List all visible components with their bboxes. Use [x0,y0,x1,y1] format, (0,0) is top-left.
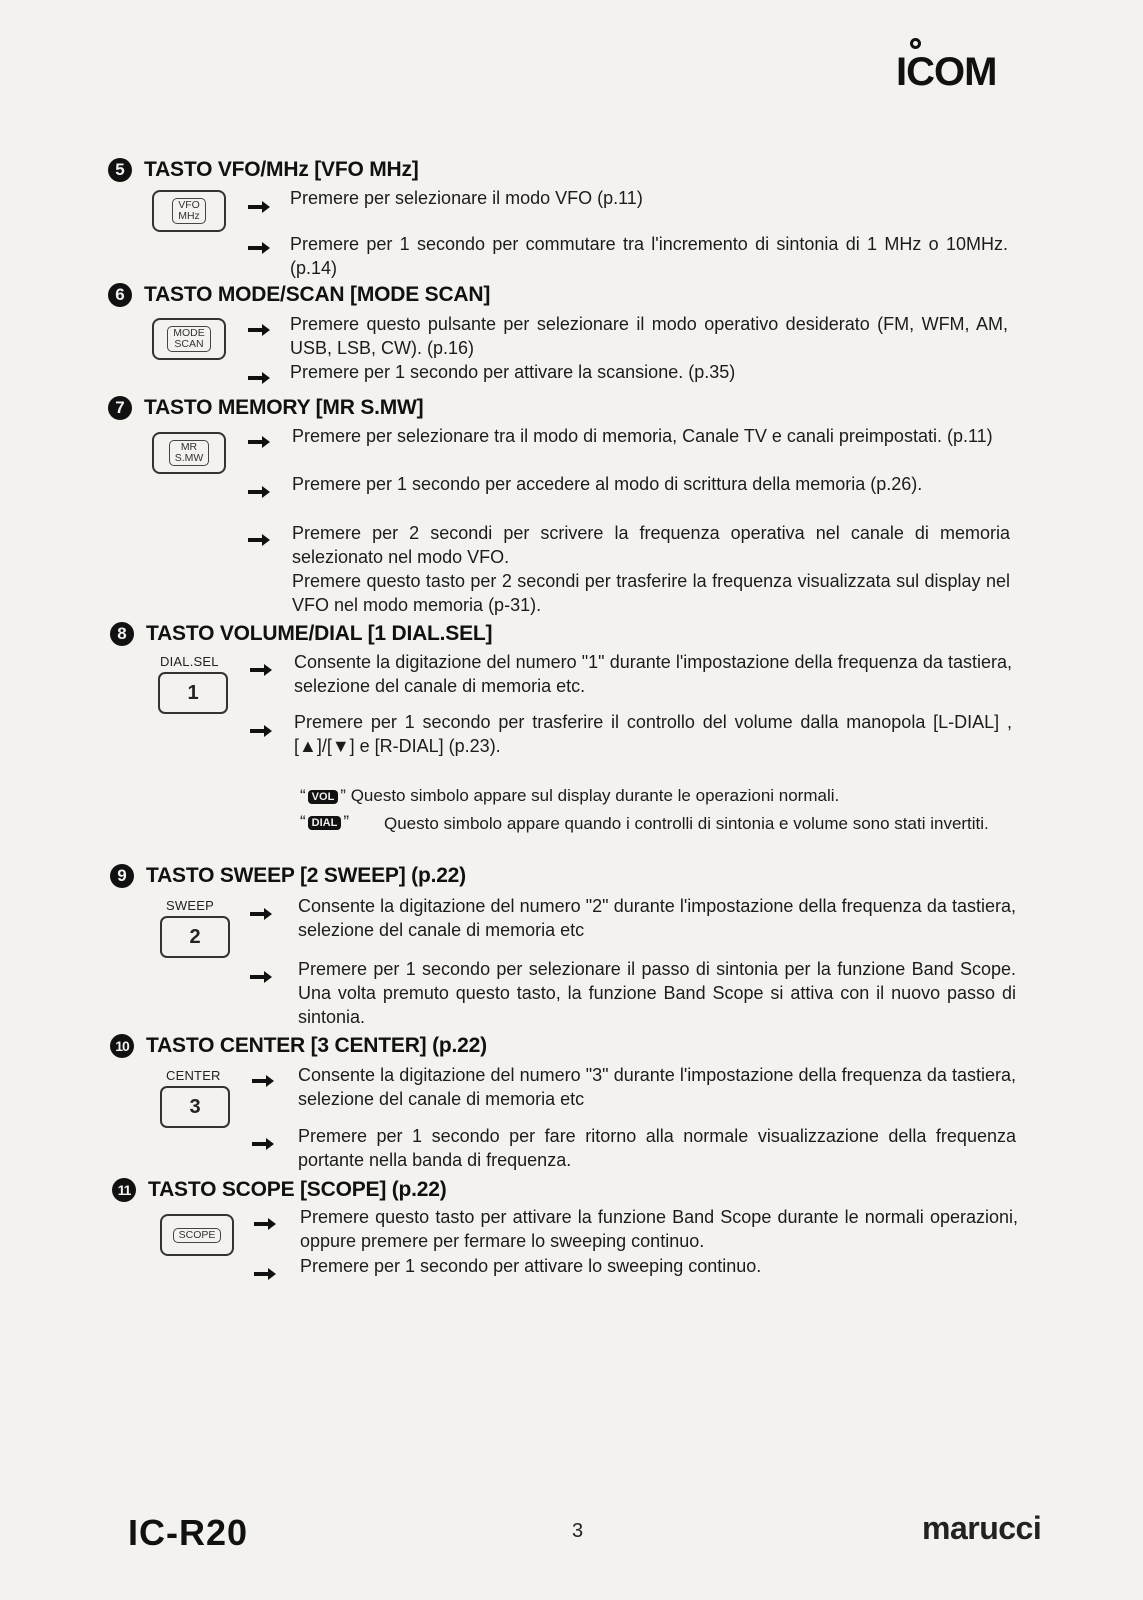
dial-symbol-icon: DIAL [308,816,342,830]
arrow-icon [254,1218,276,1230]
section-number: 8 [110,622,134,646]
section-header [108,283,490,307]
footer-model-name: IC-R20 [128,1512,249,1553]
key-label: DIAL.SEL [160,654,219,669]
vol-symbol-icon: VOL [308,790,339,804]
note-text: Questo simbolo appare sul display durante le operazioni normali. [350,786,840,805]
description-text: Premere per 1 secondo per attivare la scansione. (p.35) [290,362,736,382]
arrow-icon [252,1075,274,1087]
key-3-icon: 3 [160,1086,230,1128]
section-title: TASTO MEMORY [MR S.MW] [144,396,424,419]
section-number: 5 [108,158,132,182]
section-number: 7 [108,396,132,420]
key-1-icon: 1 [158,672,228,714]
description-text: Premere per 1 secondo per selezionare il passo di sintonia per la funzione Band Scope. Una volta premuto questo tasto, la funzione Band Scope si attiva con il nuovo passo di sintonia. [298,959,1016,1027]
key-face: SCOPE [173,1228,222,1243]
section-number: 11 [112,1178,136,1202]
arrow-icon [250,664,272,676]
arrow-icon [248,486,270,498]
page-number: 3 [572,1520,584,1542]
icom-logo: ICOM [896,50,996,95]
description-text: Consente la digitazione del numero "3" durante l'impostazione della frequenza da tastiera, selezione del canale di memoria etc [298,1065,1016,1109]
section-header [112,1178,447,1202]
key-face: VFO MHz [172,198,206,224]
arrow-icon [248,372,270,384]
section-title: TASTO MODE/SCAN [MODE SCAN] [144,283,491,306]
description-text: Premere per 2 secondi per scrivere la frequenza operativa nel canale di memoria selezionato nel modo VFO. [292,523,1010,567]
key-label: CENTER [166,1068,221,1083]
section-number: 10 [110,1034,134,1058]
vfo-mhz-key-icon [152,190,226,232]
section-title: TASTO VFO/MHz [VFO MHz] [144,158,419,181]
key-2-icon: 2 [160,916,230,958]
section-title: TASTO SWEEP [2 SWEEP] (p.22) [146,864,466,887]
section-header [108,396,423,420]
section-header [108,158,419,182]
arrow-icon [250,725,272,737]
vol-symbol-note: “ VOL ” Questo simbolo appare sul display durante le operazioni normali. [300,786,840,805]
description-text: Premere per selezionare tra il modo di memoria, Canale TV e canali preimpostati. (p.11) [292,426,993,446]
arrow-icon [248,534,270,546]
section-title: TASTO SCOPE [SCOPE] (p.22) [148,1178,447,1201]
description-text: Premere per 1 secondo per trasferire il controllo del volume dalla manopola [L-DIAL] , [▲]/[▼] e [R-DIAL] (p.23). [294,712,1012,756]
description-text: Premere per 1 secondo per attivare lo sweeping continuo. [300,1256,762,1276]
dial-symbol-note: “ DIAL ” Questo simbolo appare quando i controlli di sintonia e volume sono stati invertiti. [300,812,1010,860]
arrow-icon [248,242,270,254]
footer-brand-logo: marucci [922,1510,1042,1546]
note-text: Questo simbolo appare quando i controlli di sintonia e volume sono stati invertiti. [384,814,989,833]
section-header [110,864,466,888]
description-text: Consente la digitazione del numero "1" durante l'impostazione della frequenza da tastiera, selezione del canale di memoria etc. [294,652,1012,696]
description-text: Consente la digitazione del numero "2" durante l'impostazione della frequenza da tastiera, selezione del canale di memoria etc [298,896,1016,940]
description-text: Premere per selezionare il modo VFO (p.11) [290,188,643,208]
arrow-icon [250,908,272,920]
logo-ring-icon [910,38,921,49]
key-label: SWEEP [166,898,214,913]
memory-key-icon [152,432,226,474]
mode-scan-key-icon [152,318,226,360]
description-text: Premere per 1 secondo per fare ritorno alla normale visualizzazione della frequenza portante nella banda di frequenza. [298,1126,1016,1170]
section-title: TASTO VOLUME/DIAL [1 DIAL.SEL] [146,622,493,645]
arrow-icon [248,201,270,213]
section-number: 6 [108,283,132,307]
description-text: Premere questo tasto per 2 secondi per trasferire la frequenza visualizzata sul display nel VFO nel modo memoria (p-31). [292,571,1010,615]
arrow-icon [252,1138,274,1150]
arrow-icon [248,436,270,448]
section-number: 9 [110,864,134,888]
arrow-icon [254,1268,276,1280]
description-text: Premere questo tasto per attivare la funzione Band Scope durante le normali operazioni, oppure premere per fermare lo sweeping continuo. [300,1207,1018,1251]
arrow-icon [248,324,270,336]
key-face: MR S.MW [169,440,210,466]
key-face: MODE SCAN [167,326,211,352]
description-text: Premere per 1 secondo per accedere al modo di scrittura della memoria (p.26). [292,474,923,494]
description-text: Premere per 1 secondo per commutare tra l'incremento di sintonia di 1 MHz o 10MHz. (p.14) [290,234,1008,278]
section-title: TASTO CENTER [3 CENTER] (p.22) [146,1034,487,1057]
section-header [110,622,492,646]
arrow-icon [250,971,272,983]
description-text: Premere questo pulsante per selezionare il modo operativo desiderato (FM, WFM, AM, USB, LSB, CW). (p.16) [290,314,1008,358]
section-header [110,1034,487,1058]
scope-key-icon [160,1214,234,1256]
